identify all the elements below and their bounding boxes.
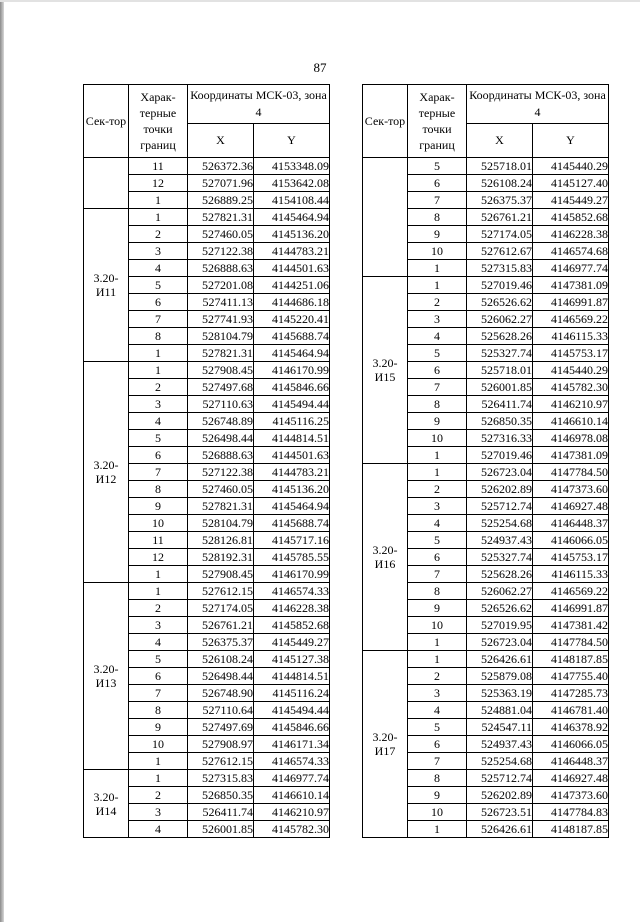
x-coordinate-cell: 526723.51 [467, 804, 533, 821]
table-row [363, 464, 609, 481]
x-coordinate-cell: 526761.21 [467, 209, 533, 226]
point-number-cell: 6 [408, 736, 467, 753]
y-coordinate-cell: 4146448.37 [533, 515, 609, 532]
y-coordinate-cell: 4147381.42 [533, 617, 609, 634]
point-number-cell: 2 [408, 481, 467, 498]
header-coordinates: Координаты МСК-03, зона 4 [467, 85, 609, 124]
sector-cell: 3.20-И11 [84, 209, 129, 362]
x-coordinate-cell: 528192.31 [188, 549, 254, 566]
point-number-cell: 1 [408, 260, 467, 277]
point-number-cell: 1 [129, 192, 188, 209]
x-coordinate-cell: 527411.13 [188, 294, 254, 311]
point-number-cell: 10 [408, 804, 467, 821]
x-coordinate-cell: 527460.05 [188, 226, 254, 243]
point-number-cell: 3 [408, 311, 467, 328]
y-coordinate-cell: 4146927.48 [533, 770, 609, 787]
y-coordinate-cell: 4147373.60 [533, 481, 609, 498]
y-coordinate-cell: 4145127.40 [533, 175, 609, 192]
point-number-cell: 6 [129, 668, 188, 685]
x-coordinate-cell: 526001.85 [467, 379, 533, 396]
x-coordinate-cell: 527612.15 [188, 753, 254, 770]
point-number-cell: 11 [129, 532, 188, 549]
y-coordinate-cell: 4146569.22 [533, 311, 609, 328]
point-number-cell: 8 [408, 396, 467, 413]
x-coordinate-cell: 527821.31 [188, 209, 254, 226]
point-number-cell: 9 [129, 498, 188, 515]
point-number-cell: 3 [129, 617, 188, 634]
point-number-cell: 1 [408, 277, 467, 294]
x-coordinate-cell: 525254.68 [467, 753, 533, 770]
sector-cell: 3.20-И14 [84, 770, 129, 838]
y-coordinate-cell: 4147381.09 [533, 277, 609, 294]
y-coordinate-cell: 4146210.97 [533, 396, 609, 413]
point-number-cell: 7 [408, 192, 467, 209]
point-number-cell: 7 [408, 753, 467, 770]
y-coordinate-cell: 4145127.38 [254, 651, 330, 668]
x-coordinate-cell: 526888.63 [188, 447, 254, 464]
x-coordinate-cell: 526723.04 [467, 634, 533, 651]
y-coordinate-cell: 4145440.29 [533, 158, 609, 175]
point-number-cell: 9 [408, 413, 467, 430]
y-coordinate-cell: 4146228.38 [254, 600, 330, 617]
y-coordinate-cell: 4146781.40 [533, 702, 609, 719]
point-number-cell: 3 [408, 685, 467, 702]
x-coordinate-cell: 526748.89 [188, 413, 254, 430]
y-coordinate-cell: 4147755.40 [533, 668, 609, 685]
x-coordinate-cell: 526375.37 [467, 192, 533, 209]
x-coordinate-cell: 526526.62 [467, 294, 533, 311]
header-boundary-points: Харак-терные точки границ [129, 85, 188, 158]
x-coordinate-cell: 525254.68 [467, 515, 533, 532]
y-coordinate-cell: 4145717.16 [254, 532, 330, 549]
y-coordinate-cell: 4146991.87 [533, 600, 609, 617]
y-coordinate-cell: 4145782.30 [254, 821, 330, 838]
point-number-cell: 6 [408, 362, 467, 379]
x-coordinate-cell: 525363.19 [467, 685, 533, 702]
header-sector: Сек-тор [84, 85, 129, 158]
point-number-cell: 1 [408, 634, 467, 651]
x-coordinate-cell: 527460.05 [188, 481, 254, 498]
y-coordinate-cell: 4146978.08 [533, 430, 609, 447]
x-coordinate-cell: 526062.27 [467, 311, 533, 328]
point-number-cell: 10 [408, 243, 467, 260]
table-row [84, 158, 330, 175]
y-coordinate-cell: 4154108.44 [254, 192, 330, 209]
y-coordinate-cell: 4145782.30 [533, 379, 609, 396]
x-coordinate-cell: 526723.04 [467, 464, 533, 481]
x-coordinate-cell: 527174.05 [467, 226, 533, 243]
point-number-cell: 5 [408, 158, 467, 175]
x-coordinate-cell: 527019.46 [467, 447, 533, 464]
x-coordinate-cell: 524937.43 [467, 736, 533, 753]
x-coordinate-cell: 524881.04 [467, 702, 533, 719]
x-coordinate-cell: 527612.15 [188, 583, 254, 600]
y-coordinate-cell: 4146574.33 [254, 753, 330, 770]
point-number-cell: 5 [408, 345, 467, 362]
y-coordinate-cell: 4146066.05 [533, 532, 609, 549]
table-row [84, 209, 330, 226]
x-coordinate-cell: 527315.83 [467, 260, 533, 277]
x-coordinate-cell: 527741.93 [188, 311, 254, 328]
y-coordinate-cell: 4145688.74 [254, 328, 330, 345]
x-coordinate-cell: 526748.90 [188, 685, 254, 702]
point-number-cell: 1 [129, 345, 188, 362]
x-coordinate-cell: 526426.61 [467, 821, 533, 838]
point-number-cell: 2 [408, 668, 467, 685]
x-coordinate-cell: 527110.64 [188, 702, 254, 719]
x-coordinate-cell: 527908.45 [188, 566, 254, 583]
point-number-cell: 1 [408, 447, 467, 464]
y-coordinate-cell: 4147784.83 [533, 804, 609, 821]
x-coordinate-cell: 528104.79 [188, 515, 254, 532]
point-number-cell: 8 [408, 770, 467, 787]
x-coordinate-cell: 527019.46 [467, 277, 533, 294]
point-number-cell: 12 [129, 549, 188, 566]
y-coordinate-cell: 4145753.17 [533, 345, 609, 362]
point-number-cell: 4 [129, 821, 188, 838]
point-number-cell: 7 [408, 566, 467, 583]
header-sector: Сек-тор [363, 85, 408, 158]
y-coordinate-cell: 4144251.06 [254, 277, 330, 294]
x-coordinate-cell: 524937.43 [467, 532, 533, 549]
x-coordinate-cell: 527071.96 [188, 175, 254, 192]
point-number-cell: 1 [408, 464, 467, 481]
y-coordinate-cell: 4145464.94 [254, 345, 330, 362]
point-number-cell: 5 [129, 277, 188, 294]
point-number-cell: 7 [408, 379, 467, 396]
y-coordinate-cell: 4146228.38 [533, 226, 609, 243]
point-number-cell: 2 [408, 294, 467, 311]
y-coordinate-cell: 4145449.27 [254, 634, 330, 651]
point-number-cell: 4 [408, 702, 467, 719]
x-coordinate-cell: 527019.95 [467, 617, 533, 634]
y-coordinate-cell: 4145846.66 [254, 719, 330, 736]
y-coordinate-cell: 4146210.97 [254, 804, 330, 821]
y-coordinate-cell: 4145136.20 [254, 226, 330, 243]
coordinates-table-right [362, 84, 609, 838]
x-coordinate-cell: 525628.26 [467, 566, 533, 583]
point-number-cell: 9 [129, 719, 188, 736]
y-coordinate-cell: 4145440.29 [533, 362, 609, 379]
y-coordinate-cell: 4145688.74 [254, 515, 330, 532]
point-number-cell: 8 [129, 481, 188, 498]
x-coordinate-cell: 524547.11 [467, 719, 533, 736]
x-coordinate-cell: 528104.79 [188, 328, 254, 345]
point-number-cell: 10 [408, 430, 467, 447]
table-row [84, 583, 330, 600]
point-number-cell: 6 [129, 294, 188, 311]
x-coordinate-cell: 525712.74 [467, 770, 533, 787]
point-number-cell: 2 [129, 379, 188, 396]
header-boundary-points: Харак-терные точки границ [408, 85, 467, 158]
x-coordinate-cell: 528126.81 [188, 532, 254, 549]
point-number-cell: 1 [129, 209, 188, 226]
x-coordinate-cell: 527316.33 [467, 430, 533, 447]
point-number-cell: 8 [408, 209, 467, 226]
header-x: X [467, 124, 533, 158]
x-coordinate-cell: 526850.35 [188, 787, 254, 804]
x-coordinate-cell: 526202.89 [467, 787, 533, 804]
x-coordinate-cell: 526411.74 [188, 804, 254, 821]
point-number-cell: 6 [408, 549, 467, 566]
sector-cell: 3.20-И16 [363, 464, 408, 651]
y-coordinate-cell: 4146977.74 [254, 770, 330, 787]
point-number-cell: 8 [129, 702, 188, 719]
y-coordinate-cell: 4146610.14 [254, 787, 330, 804]
x-coordinate-cell: 527122.38 [188, 243, 254, 260]
point-number-cell: 5 [129, 430, 188, 447]
scan-left-edge [0, 0, 4, 922]
x-coordinate-cell: 526888.63 [188, 260, 254, 277]
point-number-cell: 10 [129, 515, 188, 532]
y-coordinate-cell: 4145116.24 [254, 685, 330, 702]
x-coordinate-cell: 525327.74 [467, 549, 533, 566]
x-coordinate-cell: 527612.67 [467, 243, 533, 260]
point-number-cell: 2 [129, 787, 188, 804]
sector-cell [84, 158, 129, 209]
x-coordinate-cell: 526108.24 [467, 175, 533, 192]
x-coordinate-cell: 527497.69 [188, 719, 254, 736]
sector-cell [363, 158, 408, 277]
y-coordinate-cell: 4144686.18 [254, 294, 330, 311]
point-number-cell: 7 [129, 311, 188, 328]
header-x: X [188, 124, 254, 158]
y-coordinate-cell: 4146991.87 [533, 294, 609, 311]
x-coordinate-cell: 527497.68 [188, 379, 254, 396]
y-coordinate-cell: 4145449.27 [533, 192, 609, 209]
y-coordinate-cell: 4145785.55 [254, 549, 330, 566]
y-coordinate-cell: 4145852.68 [533, 209, 609, 226]
point-number-cell: 8 [129, 328, 188, 345]
y-coordinate-cell: 4146115.33 [533, 566, 609, 583]
point-number-cell: 6 [408, 175, 467, 192]
x-coordinate-cell: 527122.38 [188, 464, 254, 481]
x-coordinate-cell: 527174.05 [188, 600, 254, 617]
point-number-cell: 3 [129, 396, 188, 413]
x-coordinate-cell: 526372.36 [188, 158, 254, 175]
point-number-cell: 5 [408, 532, 467, 549]
table-row [84, 362, 330, 379]
table-row [363, 651, 609, 668]
x-coordinate-cell: 526001.85 [188, 821, 254, 838]
point-number-cell: 7 [129, 464, 188, 481]
x-coordinate-cell: 526526.62 [467, 600, 533, 617]
point-number-cell: 3 [408, 498, 467, 515]
page-number: 87 [313, 60, 327, 75]
point-number-cell: 1 [408, 651, 467, 668]
sector-cell: 3.20-И12 [84, 362, 129, 583]
x-coordinate-cell: 527908.45 [188, 362, 254, 379]
x-coordinate-cell: 527201.08 [188, 277, 254, 294]
y-coordinate-cell: 4148187.85 [533, 821, 609, 838]
x-coordinate-cell: 526889.25 [188, 192, 254, 209]
y-coordinate-cell: 4147784.50 [533, 634, 609, 651]
x-coordinate-cell: 525628.26 [467, 328, 533, 345]
x-coordinate-cell: 525718.01 [467, 362, 533, 379]
point-number-cell: 1 [129, 362, 188, 379]
x-coordinate-cell: 527821.31 [188, 345, 254, 362]
point-number-cell: 4 [408, 328, 467, 345]
header-y: Y [533, 124, 609, 158]
y-coordinate-cell: 4145116.25 [254, 413, 330, 430]
point-number-cell: 10 [129, 736, 188, 753]
y-coordinate-cell: 4146574.68 [533, 243, 609, 260]
y-coordinate-cell: 4146569.22 [533, 583, 609, 600]
header-coordinates: Координаты МСК-03, зона 4 [188, 85, 330, 124]
sector-cell: 3.20-И17 [363, 651, 408, 838]
point-number-cell: 2 [129, 226, 188, 243]
y-coordinate-cell: 4145852.68 [254, 617, 330, 634]
point-number-cell: 9 [408, 600, 467, 617]
point-number-cell: 1 [129, 583, 188, 600]
x-coordinate-cell: 525879.08 [467, 668, 533, 685]
point-number-cell: 1 [129, 770, 188, 787]
point-number-cell: 9 [408, 226, 467, 243]
point-number-cell: 2 [129, 600, 188, 617]
y-coordinate-cell: 4146066.05 [533, 736, 609, 753]
x-coordinate-cell: 526761.21 [188, 617, 254, 634]
point-number-cell: 1 [129, 753, 188, 770]
point-number-cell: 5 [129, 651, 188, 668]
y-coordinate-cell: 4144501.63 [254, 260, 330, 277]
y-coordinate-cell: 4145464.94 [254, 209, 330, 226]
point-number-cell: 11 [129, 158, 188, 175]
x-coordinate-cell: 526202.89 [467, 481, 533, 498]
y-coordinate-cell: 4146448.37 [533, 753, 609, 770]
y-coordinate-cell: 4147784.50 [533, 464, 609, 481]
table-row [363, 277, 609, 294]
y-coordinate-cell: 4146170.99 [254, 362, 330, 379]
y-coordinate-cell: 4147373.60 [533, 787, 609, 804]
y-coordinate-cell: 4146610.14 [533, 413, 609, 430]
point-number-cell: 4 [129, 260, 188, 277]
x-coordinate-cell: 527110.63 [188, 396, 254, 413]
point-number-cell: 1 [129, 566, 188, 583]
x-coordinate-cell: 526498.44 [188, 430, 254, 447]
y-coordinate-cell: 4145494.44 [254, 396, 330, 413]
point-number-cell: 4 [129, 413, 188, 430]
y-coordinate-cell: 4145846.66 [254, 379, 330, 396]
y-coordinate-cell: 4144783.21 [254, 243, 330, 260]
y-coordinate-cell: 4146574.33 [254, 583, 330, 600]
point-number-cell: 10 [408, 617, 467, 634]
point-number-cell: 1 [408, 821, 467, 838]
point-number-cell: 3 [129, 804, 188, 821]
point-number-cell: 3 [129, 243, 188, 260]
y-coordinate-cell: 4146977.74 [533, 260, 609, 277]
y-coordinate-cell: 4146927.48 [533, 498, 609, 515]
x-coordinate-cell: 525712.74 [467, 498, 533, 515]
y-coordinate-cell: 4144501.63 [254, 447, 330, 464]
y-coordinate-cell: 4145494.44 [254, 702, 330, 719]
y-coordinate-cell: 4146378.92 [533, 719, 609, 736]
table-row [84, 770, 330, 787]
y-coordinate-cell: 4147381.09 [533, 447, 609, 464]
y-coordinate-cell: 4148187.85 [533, 651, 609, 668]
x-coordinate-cell: 526108.24 [188, 651, 254, 668]
x-coordinate-cell: 525718.01 [467, 158, 533, 175]
scan-top-edge [0, 0, 640, 2]
point-number-cell: 5 [408, 719, 467, 736]
point-number-cell: 8 [408, 583, 467, 600]
y-coordinate-cell: 4146115.33 [533, 328, 609, 345]
x-coordinate-cell: 526498.44 [188, 668, 254, 685]
y-coordinate-cell: 4144814.51 [254, 430, 330, 447]
y-coordinate-cell: 4146170.99 [254, 566, 330, 583]
header-y: Y [254, 124, 330, 158]
y-coordinate-cell: 4145753.17 [533, 549, 609, 566]
y-coordinate-cell: 4153348.09 [254, 158, 330, 175]
y-coordinate-cell: 4145136.20 [254, 481, 330, 498]
x-coordinate-cell: 526850.35 [467, 413, 533, 430]
point-number-cell: 12 [129, 175, 188, 192]
sector-cell: 3.20-И15 [363, 277, 408, 464]
x-coordinate-cell: 526062.27 [467, 583, 533, 600]
x-coordinate-cell: 526375.37 [188, 634, 254, 651]
point-number-cell: 7 [129, 685, 188, 702]
coordinates-table-left [83, 84, 330, 838]
y-coordinate-cell: 4144783.21 [254, 464, 330, 481]
y-coordinate-cell: 4153642.08 [254, 175, 330, 192]
x-coordinate-cell: 527908.97 [188, 736, 254, 753]
sector-cell: 3.20-И13 [84, 583, 129, 770]
point-number-cell: 4 [408, 515, 467, 532]
point-number-cell: 4 [129, 634, 188, 651]
x-coordinate-cell: 527821.31 [188, 498, 254, 515]
point-number-cell: 9 [408, 787, 467, 804]
table-row [363, 158, 609, 175]
y-coordinate-cell: 4144814.51 [254, 668, 330, 685]
y-coordinate-cell: 4146171.34 [254, 736, 330, 753]
x-coordinate-cell: 525327.74 [467, 345, 533, 362]
point-number-cell: 6 [129, 447, 188, 464]
x-coordinate-cell: 526411.74 [467, 396, 533, 413]
x-coordinate-cell: 527315.83 [188, 770, 254, 787]
y-coordinate-cell: 4147285.73 [533, 685, 609, 702]
x-coordinate-cell: 526426.61 [467, 651, 533, 668]
y-coordinate-cell: 4145464.94 [254, 498, 330, 515]
y-coordinate-cell: 4145220.41 [254, 311, 330, 328]
